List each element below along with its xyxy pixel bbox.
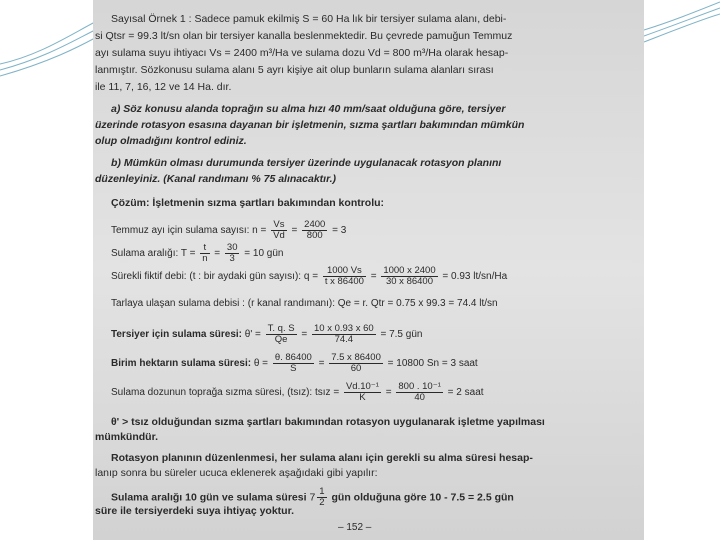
unit-result: = 10800 Sn = 3 saat xyxy=(387,358,478,370)
unit-lhs: θ = xyxy=(253,358,269,370)
q-lhs: q = xyxy=(303,271,319,283)
plan-line-1: Rotasyon planının düzenlenmesi, her sulama alanı için gerekli su alma süresi hesap- xyxy=(111,452,533,464)
question-a-line-3: olup olmadığını kontrol ediniz. xyxy=(95,135,247,147)
theta-equation: Tersiyer için sulama süresi: θ' = $\frac{T. q. S}{Qe}$ = $\frac{10 x 0.93 x 60}{74.4}$ = 7.5 gün xyxy=(111,323,423,345)
t-fraction-2: $\frac{30}{3}$ xyxy=(226,242,238,264)
solution-heading: Çözüm: İşletmenin sızma şartları bakımından kontrolu: xyxy=(111,197,385,209)
header-line-4: lanmıştır. Sözkonusu sulama alanı 5 ayrı kişiye ait olup bunların sulama alanları sırası xyxy=(95,64,494,76)
unit-equation: Birim hektarın sulama süresi: θ = $\frac{\theta. 86400}{S}$ = $\frac{7.5 x 86400}{60}$ = 10800 Sn = 3 saat xyxy=(111,352,478,374)
question-a-line-2: üzerinde rotasyon esasına dayanan bir işletmenin, sızma şartları bakımından mümkün xyxy=(95,119,525,131)
n-lhs: n = xyxy=(252,225,267,237)
question-b-line-1: b) Mümkün olması durumunda tersiyer üzerinde uygulanacak rotasyon planını xyxy=(111,157,502,169)
swoosh-left-3 xyxy=(0,38,95,76)
header-line-5: ile 11, 7, 16, 12 ve 14 Ha. dır. xyxy=(95,81,232,93)
header-line-2: si Qtsr = 99.3 lt/sn olan bir tersiyer kanalla beslenmektedir. Bu çevrede pamuğun Temmuz xyxy=(95,30,513,42)
question-a-line-1: a) Söz konusu alanda toprağın su alma hızı 40 mm/saat olduğuna göre, tersiyer xyxy=(111,103,506,115)
theta-fraction-1: $\frac{T. q. S}{Qe}$ xyxy=(267,323,295,345)
unit-label: Birim hektarın sulama süresi: xyxy=(111,358,252,370)
swoosh-left-1 xyxy=(0,22,95,64)
t-equation: Sulama aralığı: T = $\frac{t}{n}$ = $\frac{30}{3}$ = 10 gün xyxy=(111,242,284,264)
t-result: = 10 gün xyxy=(244,248,284,260)
n-label: Temmuz ayı için sulama sayısı: xyxy=(111,225,250,237)
tsiz-result: = 2 saat xyxy=(447,387,484,399)
tsiz-equation: Sulama dozunun toprağa sızma süresi, (tsız): tsız = $\frac{\text{Vd.10⁻¹}}{K}$ = $\frac{\text{800 . 10⁻¹}}{40}$ = 2 saat xyxy=(111,381,484,403)
final-mixed-whole: 7 xyxy=(309,491,316,504)
swoosh-right-3 xyxy=(644,14,720,42)
question-b-line-2: düzenleyiniz. (Kanal randımanı % 75 alınacaktır.) xyxy=(95,173,336,185)
final-text-a: Sulama aralığı 10 gün ve sulama süresi xyxy=(111,491,307,504)
theta-lhs: θ' = xyxy=(244,329,261,341)
header-line-3: ayı sulama suyu ihtiyacı Vs = 2400 m³/Ha ve sulama dozu Vd = 800 m³/Ha olarak hesap- xyxy=(95,47,509,59)
swoosh-left-2 xyxy=(0,30,95,70)
final-mixed-fraction: $\frac{1}{2}$ xyxy=(319,486,325,508)
q-equation: Sürekli fiktif debi: (t : bir aydaki gün sayısı): q = $\frac{1000 Vs}{\text{t x 86400}}$ = $\frac{1000 x 2400}{30 x 86400}$ = 0.93 lt/sn/Ha xyxy=(111,265,508,287)
unit-fraction-1: $\frac{\theta. 86400}{S}$ xyxy=(274,352,312,374)
page-number: – 152 – xyxy=(338,522,372,533)
swoosh-right-2 xyxy=(644,8,720,36)
t-label: Sulama aralığı: xyxy=(111,248,179,260)
t-fraction-1: $\frac{t}{n}$ xyxy=(202,242,208,264)
unit-fraction-2: $\frac{7.5 x 86400}{60}$ xyxy=(331,352,381,374)
q-label: Sürekli fiktif debi: (t : bir aydaki gün sayısı): xyxy=(111,271,302,283)
t-lhs: T = xyxy=(180,248,196,260)
conclusion-line-1: θ' > tsız olduğundan sızma şartları bakımından rotasyon uygulanarak işletme yapılması xyxy=(111,416,545,428)
n-fraction-1: $\frac{Vs}{Vd}$ xyxy=(273,219,285,241)
qe-equation: Tarlaya ulaşan sulama debisi : (r kanal randımanı): Qe = r. Qtr = 0.75 x 99.3 = 74.4 lt/sn xyxy=(111,298,498,309)
final-line-2: süre ile tersiyerdeki suya ihtiyaç yoktur. xyxy=(95,505,295,517)
tsiz-lhs: tsız = xyxy=(314,387,340,399)
theta-fraction-2: $\frac{10 x 0.93 x 60}{74.4}$ xyxy=(314,323,374,345)
tsiz-label: Sulama dozunun toprağa sızma süresi, (tsız): xyxy=(111,387,313,399)
n-fraction-2: $\frac{2400}{800}$ xyxy=(304,219,326,241)
theta-label: Tersiyer için sulama süresi: xyxy=(111,329,242,341)
conclusion-line-2: mümkündür. xyxy=(95,431,159,443)
q-fraction-2: $\frac{1000 x 2400}{30 x 86400}$ xyxy=(383,265,436,287)
n-equation: Temmuz ayı için sulama sayısı: n = $\frac{Vs}{Vd}$ = $\frac{2400}{800}$ = 3 xyxy=(111,219,347,241)
scanned-page xyxy=(93,0,644,540)
theta-result: = 7.5 gün xyxy=(380,329,423,341)
q-fraction-1: $\frac{1000 Vs}{\text{t x 86400}}$ xyxy=(324,265,364,287)
final-text-b: gün olduğuna göre 10 - 7.5 = 2.5 gün xyxy=(331,491,514,504)
n-result: = 3 xyxy=(332,225,347,237)
tsiz-fraction-1: $\frac{\text{Vd.10⁻¹}}{K}$ xyxy=(345,381,379,403)
tsiz-fraction-2: $\frac{\text{800 . 10⁻¹}}{40}$ xyxy=(398,381,441,403)
q-result: = 0.93 lt/sn/Ha xyxy=(442,271,508,283)
header-line-1: Sayısal Örnek 1 : Sadece pamuk ekilmiş S = 60 Ha lık bir tersiyer sulama alanı, debi- xyxy=(111,13,507,25)
swoosh-right-1 xyxy=(644,2,720,30)
plan-line-2: lanıp sonra bu süreler ucuca eklenerek aşağıdaki gibi yapılır: xyxy=(95,467,378,479)
